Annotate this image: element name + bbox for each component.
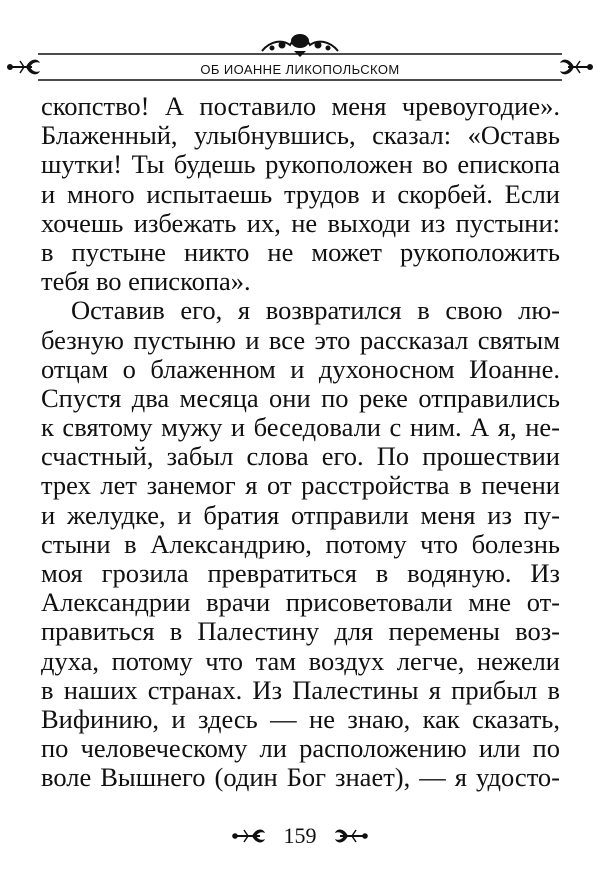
text-line: счастный, забыл слова его. По прошествии	[41, 441, 560, 472]
text-line: шутки! Ты будешь рукоположен во епископа	[41, 149, 560, 180]
page-footer	[0, 820, 600, 860]
page-number: 159	[283, 823, 317, 848]
text-line: моя грозила превратиться в водяную. Из	[41, 558, 560, 588]
text-line: воле Вышнего (один Бог знает), — я удосто-	[41, 762, 560, 793]
text-line: отцам о блаженном и духоносном Иоанне.	[41, 353, 560, 384]
text-line: духа, потому что там воздух легче, нежели	[41, 645, 560, 676]
text-line: скопство! А поставило меня чревоугодие».	[41, 91, 560, 121]
text-line: к святому мужу и беседовали с ним. А я, не-	[41, 412, 560, 443]
header-ornament	[0, 0, 600, 92]
text-line: и много испытаешь трудов и скорбей. Если	[41, 178, 560, 209]
page-header	[0, 0, 600, 92]
text-line: хочешь избежать их, не выходи из пустыни:	[41, 207, 560, 238]
text-line: Спустя два месяца они по реке отправились	[41, 382, 560, 413]
text-line: Вифинию, и здесь — не знаю, как сказать,	[41, 703, 560, 734]
text-line: безную пустыню и все это рассказал святым	[41, 324, 560, 355]
text-line: в наших странах. Из Палестины я прибыл в	[41, 674, 560, 705]
running-head: ОБ ИОАННЕ ЛИКОПОЛЬСКОМ	[200, 62, 400, 77]
page-body	[41, 92, 560, 793]
text-line: Александрии врачи присоветовали мне от-	[41, 587, 560, 618]
text-line: Блаженный, улыбнувшись, сказал: «Оставь	[41, 120, 560, 151]
text-line: трех лет занемог я от расстройства в печени	[41, 470, 560, 501]
text-line: стыни в Александрию, потому что болезнь	[41, 528, 560, 559]
text-line: тебя во епископа».	[41, 266, 251, 297]
text-line: Оставив его, я возвратился в свою лю-	[71, 295, 560, 326]
text-line: и желудке, и братия отправили меня из пу-	[41, 499, 560, 530]
text-line: правиться в Палестину для перемены воз-	[41, 616, 560, 647]
text-line: по человеческому ли расположению или по	[41, 733, 560, 764]
text-line: в пустыне никто не может рукоположить	[41, 236, 560, 267]
